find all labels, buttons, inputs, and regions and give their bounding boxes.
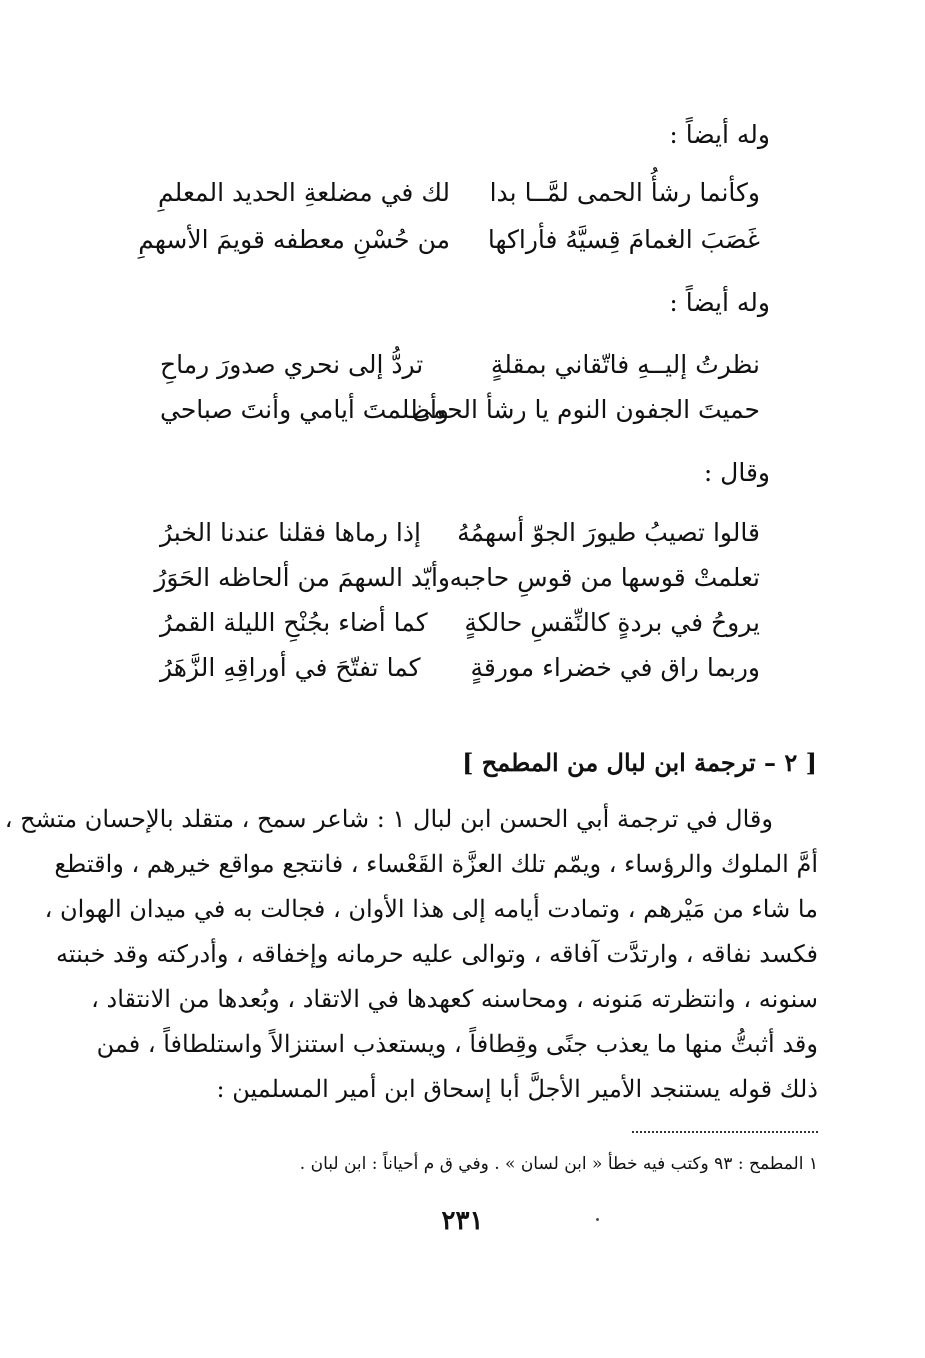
paragraph-line: ما شاء من مَيْرهم ، وتمادت أيامه إلى هذا الأوان ، فجالت به في ميدان الهوان ، bbox=[44, 895, 818, 923]
paragraph-line: فكسد نفاقه ، وارتدَّت آفاقه ، وتوالى عليه حرمانه وإخفاقه ، وأدركته وقد خبنته bbox=[56, 940, 818, 968]
paragraph-line: سنونه ، وانتظرته مَنونه ، ومحاسنه كعهدها في الاتقاد ، وبُعدها من الانتقاد ، bbox=[91, 985, 818, 1013]
footnote: ١ المطمح : ٩٣ وكتب فيه خطأ « ابن لسان » . وفي ق م أحياناً : ابن لبان . bbox=[299, 1154, 818, 1174]
verse-first-hemistich: غَصَبَ الغمامَ قِسيَّهُ فأراكها bbox=[487, 225, 760, 254]
verse-line bbox=[160, 518, 770, 558]
verse-first-hemistich: حميتَ الجفون النوم يا رشأ الحمى bbox=[411, 395, 760, 424]
verse-line bbox=[160, 178, 770, 218]
verse-second-hemistich: من حُسْنِ معطفه قويمَ الأسهمِ bbox=[138, 225, 450, 254]
page-number: ٢٣١ bbox=[441, 1206, 484, 1236]
verse-second-hemistich: وأظلمتَ أيامي وأنتَ صباحي bbox=[160, 395, 449, 424]
verse-line bbox=[160, 653, 770, 693]
verse-second-hemistich: كما تفتّحَ في أوراقِهِ الزَّهَرُ bbox=[160, 653, 421, 682]
footnote-separator bbox=[632, 1131, 818, 1133]
verse-line bbox=[160, 608, 770, 648]
verse-line bbox=[160, 395, 770, 435]
poem-intro: وقال : bbox=[703, 458, 770, 487]
verse-second-hemistich: إذا رماها فقلنا عندنا الخبرُ bbox=[160, 518, 421, 547]
verse-first-hemistich: وكأنما رشأُ الحمى لمَّــا بدا bbox=[489, 178, 760, 207]
verse-second-hemistich: وأيّد السهمَ من ألحاظه الحَوَرُ bbox=[154, 563, 450, 592]
verse-line bbox=[154, 563, 770, 603]
verse-first-hemistich: قالوا تصيبُ طيورَ الجوّ أسهمُهُ bbox=[457, 518, 760, 547]
verse-second-hemistich: تردُّ إلى نحري صدورَ رماحِ bbox=[160, 350, 424, 379]
paragraph-line: وقال في ترجمة أبي الحسن ابن لبال ١ : شاعر سمح ، متقلد بالإحسان متشح ، bbox=[4, 805, 773, 833]
verse-first-hemistich: يروحُ في بردةٍ كالنِّقسِ حالكةٍ bbox=[464, 608, 760, 637]
paragraph-line: أمَّ الملوك والرؤساء ، ويمّم تلك العزَّة القَعْساء ، فانتجع مواقع خيرهم ، واقتطع bbox=[54, 850, 818, 878]
verse-second-hemistich: لك في مضلعةِ الحديد المعلمِ bbox=[158, 178, 450, 207]
verse-first-hemistich: وربما راق في خضراء مورقةٍ bbox=[470, 653, 760, 682]
verse-line bbox=[160, 350, 770, 390]
verse-first-hemistich: نظرتُ إليــهِ فاتّقاني بمقلةٍ bbox=[490, 350, 760, 379]
poem-intro: وله أيضاً : bbox=[669, 288, 770, 317]
verse-first-hemistich: تعلمتْ قوسها من قوسِ حاجبه bbox=[449, 563, 760, 592]
verse-line bbox=[138, 225, 770, 265]
verse-second-hemistich: كما أضاء بجُنْحِ الليلة القمرُ bbox=[160, 608, 428, 637]
paper-speck bbox=[596, 1218, 599, 1221]
section-heading: [ ٢ – ترجمة ابن لبال من المطمح ] bbox=[462, 748, 817, 777]
poem-intro: وله أيضاً : bbox=[669, 120, 770, 149]
paragraph-line: وقد أثبتُّ منها ما يعذب جنًى وقِطافاً ، ويستعذب استنزالاً واستلطافاً ، فمن bbox=[96, 1030, 818, 1058]
paragraph-line: ذلك قوله يستنجد الأمير الأجلَّ أبا إسحاق ابن أمير المسلمين : bbox=[216, 1075, 818, 1103]
